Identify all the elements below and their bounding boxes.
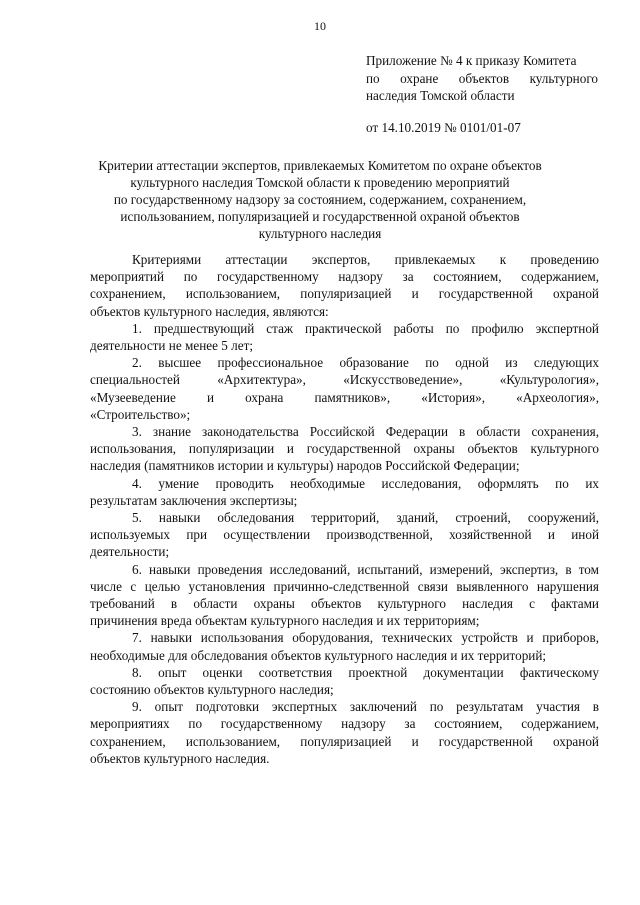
appendix-header [366,52,598,136]
paragraph-line: объектов культурного наследия, являются: [90,303,329,319]
criterion-item-1 [90,320,599,354]
paragraph-line: деятельности не менее 5 лет; [90,338,254,354]
criterion-item-9 [90,698,599,767]
paragraph-line: Критериями аттестации экспертов, привлекаемых к проведению [132,252,599,267]
title-line: использованием, популяризацией и государственной охраной объектов [120,209,520,224]
paragraph-line: 7. навыки использования оборудования, технических устройств и приборов, [132,630,599,646]
criterion-item-2 [90,354,599,423]
paragraph-line: объектов культурного наследия. [90,750,270,766]
paragraph-line: мероприятий по государственному надзору за состоянием, содержанием, [90,269,599,285]
criterion-item-7 [90,629,599,663]
paragraph-line: состоянию объектов культурного наследия; [90,682,334,698]
title-line: по государственному надзору за состоянием, содержанием, сохранением, [113,192,527,207]
paragraph-line: требований в области охраны объектов культурного наследия с фактами [90,596,599,612]
paragraph-line: 9. опыт подготовки экспертных заключений по результатам участия в [132,699,599,715]
paragraph-line: использования, популяризации и государственной охраны объектов культурного [90,441,599,457]
paragraph-line: причинения вреда объектам культурного наследия и их территориям; [90,613,480,629]
document-body [90,251,599,767]
paragraph-line: специальностей «Архитектура», «Искусствоведение», «Культурология», [90,372,599,388]
paragraph-line: 4. умение проводить необходимые исследования, оформлять по их [132,475,599,491]
paragraph-line: 6. навыки проведения исследований, испытаний, измерений, экспертиз, в том [132,561,599,577]
criterion-item-5 [90,509,599,561]
criterion-item-6 [90,561,599,630]
title-line: Критерии аттестации экспертов, привлекаемых Комитетом по охране объектов [98,158,542,173]
intro-paragraph [90,251,599,320]
paragraph-line: деятельности; [90,544,170,560]
appendix-line-3: наследия Томской области [366,88,515,103]
appendix-line-2: по охране объектов культурного [366,70,598,86]
title-line: культурного наследия Томской области к проведению мероприятий [130,175,510,190]
paragraph-line: 3. знание законодательства Российской Федерации в области сохранения, [132,424,599,440]
paragraph-line: 2. высшее профессиональное образование по одной из следующих [132,355,599,371]
paragraph-line: числе с целью установления причинно-следственной связи выявленного нарушения [90,578,599,594]
order-reference: от 14.10.2019 № 0101/01-07 [366,119,521,135]
paragraph-line: необходимые для обследования объектов культурного наследия и их территорий; [90,647,547,663]
paragraph-line: мероприятиях по государственному надзору за состоянием, содержанием, [90,716,599,732]
criterion-item-4 [90,475,599,509]
title-line: культурного наследия [258,226,382,241]
criterion-item-8 [90,664,599,698]
criterion-item-3 [90,423,599,475]
paragraph-line: 5. навыки обследования территорий, зданий, строений, сооружений, [132,510,599,526]
paragraph-line: сохранением, использованием, популяризацией и государственной охраной [90,733,599,749]
page-number: 10 [314,19,326,33]
appendix-line-1: Приложение № 4 к приказу Комитета [366,53,577,68]
paragraph-line: 1. предшествующий стаж практической работы по профилю экспертной [132,320,599,336]
paragraph-line: используемых при осуществлении производственной, хозяйственной и иной [90,527,599,543]
paragraph-line: «Строительство»; [90,406,191,422]
paragraph-line: 8. опыт оценки соответствия проектной документации фактическому [132,664,599,680]
paragraph-line: «Музееведение и охрана памятников», «История», «Археология», [90,389,599,405]
paragraph-line: наследия (памятников истории и культуры) народов Российской Федерации; [90,458,520,474]
paragraph-line: результатам заключения экспертизы; [90,492,298,508]
document-title [90,157,550,242]
paragraph-line: сохранением, использованием, популяризацией и государственной охраной [90,286,599,302]
